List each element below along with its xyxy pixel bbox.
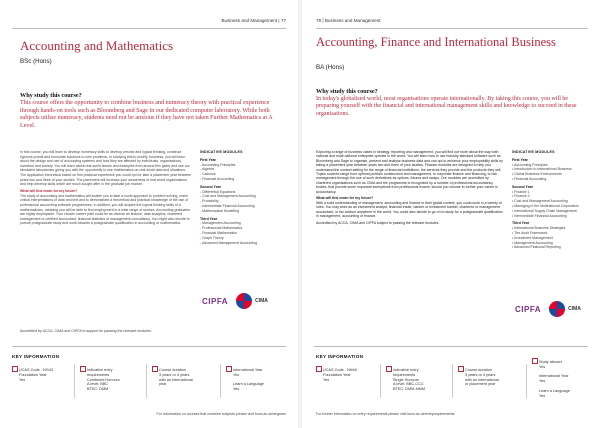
indicative-modules xyxy=(512,150,598,250)
key-info-rule xyxy=(12,346,286,347)
cima-wordmark: CIMA xyxy=(255,297,268,304)
module-item: - Intermediate Financial Accounting xyxy=(200,204,286,209)
key-info-duration: Course duration 3 years or 4 years with an international year xyxy=(152,368,216,387)
module-item: • Introduction to International Business xyxy=(512,167,598,172)
key-info-entry: Indicative entry requirements Combined Honours A level: BBC BTEC: DMM xyxy=(80,368,142,392)
module-item: - Advanced Management Accounting xyxy=(200,241,286,246)
module-item: - Professional Mathematics xyxy=(200,226,286,231)
module-item: • Investment Management xyxy=(512,236,598,241)
accreditation-logos xyxy=(515,300,581,318)
cima-mark-icon xyxy=(236,293,252,309)
page-header: Business and Management | 77 xyxy=(221,18,286,23)
key-info-heading: KEY INFORMATION xyxy=(316,354,364,359)
divider xyxy=(146,364,147,398)
module-item: • Managing in the Multinational Corporation xyxy=(512,204,598,209)
key-info-footer: For further information on entry requirements please visit bucs.ac.uk/entryrequirements xyxy=(316,412,455,416)
module-item: • Finance 1 xyxy=(512,190,598,195)
divider xyxy=(74,364,75,398)
accreditation-logos xyxy=(202,292,268,310)
module-item: - Financial Accounting xyxy=(200,177,286,182)
module-item: • Intermediate Financial Accounting xyxy=(512,214,598,219)
course-title: Accounting and Mathematics xyxy=(20,38,174,53)
cima-mark-icon xyxy=(549,301,565,317)
checkbox-icon xyxy=(458,366,464,372)
module-item: • Financial Accounting xyxy=(512,177,598,182)
divider xyxy=(526,364,527,398)
key-info-heading: KEY INFORMATION xyxy=(12,354,60,359)
course-award: BSc (Hons) xyxy=(20,58,52,65)
checkbox-icon xyxy=(316,366,322,372)
header-rule xyxy=(12,28,286,29)
key-info-footer: For information on courses that combine subjects please visit bucs.ac.uk/degrees xyxy=(156,412,286,416)
cima-wordmark: CIMA xyxy=(568,305,581,312)
key-information xyxy=(302,346,600,428)
module-item: - Financial Mathematics xyxy=(200,231,286,236)
description-paragraph: Exploring a range of business cases in strategy, reporting and management, you will find out more about the way both national and multi-national enterprise operate in the world. You will learn how to use industry standard software such as Bloomberg and Sage to organise, present and analyse business data and can opt to enhance your employability skills by taking a placement year between years two and three of your studies. Finance modules are designed to help you understand the context setting for the range of financial institutions, the services they provide and the products they sell. Topics covered range from optimal portfolio construction and management, to corporate finance and financing, to risk management through the use of such derivatives as options, futures and swaps. Our modules are accredited by chartered organisations such as CIMA and the programme is recognised by a number of professional accountancy bodies, that provide some important exemptions from professional exams, should you choose to further your career in accountancy. xyxy=(316,150,503,194)
module-year-label: Third Year xyxy=(512,221,530,226)
divider xyxy=(452,364,453,398)
cipfa-logo: CIPFA xyxy=(515,304,542,314)
module-year-label: Second Year xyxy=(512,184,533,189)
future-paragraph: The study of accounting and mathematics will enable you to take a novel approach to problem solving, make critical interpretations of data and text and to demonstrate a theoretical and practical knowledge of the use of professional accounting software programmes. In addition, you will acquire the logical thinking skills of a mathematician, meaning you will be able to find employment in a wide range of sectors. Accounting graduates are highly employable. Your chosen career path could be as diverse as finance, data analytics, chartered management or certified accountant, financial statistics or management consultancy. You might also decide to pursue postgraduate study and work towards a postgraduate qualification in accounting or mathematics. xyxy=(20,193,191,226)
module-item: - Algebra xyxy=(200,167,286,172)
module-item: - Differential Equations xyxy=(200,190,286,195)
description-paragraph: In this course, you will learn to develop numeracy skills to develop precise and logical thinking, construct rigorous proofs and formulate solutions to new problems. In studying this to modify, business, you will learn about the design and use of accounting systems and how they are affected by individuals, organisations, investors and society. You will learn about real-world issues and examples from around this globe and use our simulated laboratories giving you with the opportunity to use mathematics on real world data and situations. The application theoretical based on this practical experience you could opt for take a placement year between years two and three of your studies. The placement will increase your awareness of real world organisations and help develop skills which are much sought after in the graduate job market. xyxy=(20,150,192,187)
module-item: • Cost and Management Accounting xyxy=(512,199,598,204)
checkbox-icon xyxy=(226,366,232,372)
modules-heading: INDICATIVE MODULES xyxy=(512,150,555,154)
module-item: • Global Business Environments xyxy=(512,172,598,177)
module-year-label: First Year xyxy=(512,157,528,162)
course-award: BA (Hons) xyxy=(316,64,345,71)
module-item: • International Supply Chain Management xyxy=(512,209,598,214)
key-info-entry: Indicative entry requirements Single Honours A level: BBC-CCC BTEC: DMM-MMM xyxy=(386,368,448,392)
key-info-extras: International Year Yes Learn a Language Yes xyxy=(226,368,288,392)
module-item: • Advanced Financial Reporting xyxy=(512,245,598,250)
cipfa-logo: CIPFA xyxy=(202,296,229,306)
page-header: 78 | Business and Management xyxy=(316,18,381,23)
key-info-rule xyxy=(314,346,588,347)
why-study-text: This course offers the opportunity to combine business and numeracy theory with practical experience through hands-on tools such as Bloomberg and Sage in our dedicated computer laboratory. While both subjects utilise numeracy, students need not be anxious if they have not taken Further Mathematics at A Level. xyxy=(20,100,273,129)
divider xyxy=(220,364,221,398)
key-info-extras: Study abroad Yes International Year Yes Learn a Language Yes xyxy=(532,360,594,398)
why-study-heading: Why study this course? xyxy=(20,92,82,99)
key-info-ucas: UCAS Code - NG43 Foundation Year Yes xyxy=(12,368,70,382)
key-info-ucas: UCAS Code - NN46 Foundation Year Yes xyxy=(316,368,374,382)
future-heading: What will this mean for my future? xyxy=(20,189,78,194)
checkbox-icon xyxy=(532,358,538,364)
module-item: - Mathematical Modelling xyxy=(200,209,286,214)
future-heading: What will this mean for my future? xyxy=(316,196,374,201)
module-item: - Management Accounting xyxy=(200,221,286,226)
future-paragraph: With a solid understanding of management, accounting and finance in their global context, you could work in a variety of roles. You may work as an investment analyst, financial trader, banker or investment banker, chartered or management accountant, or tax advisor anywhere in the world. You could also decide to go on to study for a postgraduate qualification in management, accounting or finance. xyxy=(316,200,503,219)
modules-list xyxy=(512,158,598,250)
module-item: - Calculus xyxy=(200,172,286,177)
module-year-label: Second Year xyxy=(200,184,221,189)
module-item: • International Business Strategies xyxy=(512,226,598,231)
module-year-label: Third Year xyxy=(200,216,218,221)
key-information xyxy=(0,346,298,428)
module-item: • Management Accounting xyxy=(512,241,598,246)
course-description xyxy=(316,150,504,228)
accreditation-note: Accredited by ACCA, CIMA and CIPFA to support its passing the relevant modules. xyxy=(20,329,152,333)
cima-logo xyxy=(236,292,268,310)
module-item: • The Audit Framework xyxy=(512,231,598,236)
module-item: - Graph Theory xyxy=(200,236,286,241)
module-item: - Probability xyxy=(200,199,286,204)
checkbox-icon xyxy=(80,366,86,372)
module-item: - Accounting Principles xyxy=(200,163,286,168)
checkbox-icon xyxy=(152,366,158,372)
accreditation-note: Accredited by ACCA, CIMA and CIPFA subject to passing the relevant modules. xyxy=(316,220,440,225)
modules-heading: INDICATIVE MODULES xyxy=(200,150,243,154)
indicative-modules xyxy=(200,150,286,245)
header-rule xyxy=(316,28,588,29)
module-item: - Cost and Management Accounting xyxy=(200,194,286,199)
checkbox-icon xyxy=(12,366,18,372)
modules-list xyxy=(200,158,286,246)
page-accounting-finance-intl xyxy=(302,0,600,428)
why-study-text: In today's globalised world, most organisations operate internationally. By taking this course, you will be preparing yourself with the financial and international management skills and knowledge to succeed in these organisations. xyxy=(316,96,577,117)
module-year-label: First Year xyxy=(200,157,216,162)
course-title: Accounting, Finance and International Business xyxy=(316,35,556,49)
divider xyxy=(380,364,381,398)
why-study-heading: Why study this course? xyxy=(316,88,378,95)
checkbox-icon xyxy=(386,366,392,372)
module-item: • Accounting Principles xyxy=(512,163,598,168)
module-item: • Finance 2 xyxy=(512,194,598,199)
page-accounting-mathematics xyxy=(0,0,298,428)
key-info-duration: Course duration 3 years or 4 years with an international or placement year xyxy=(458,368,522,387)
course-description xyxy=(20,150,192,228)
cima-logo xyxy=(549,300,581,318)
